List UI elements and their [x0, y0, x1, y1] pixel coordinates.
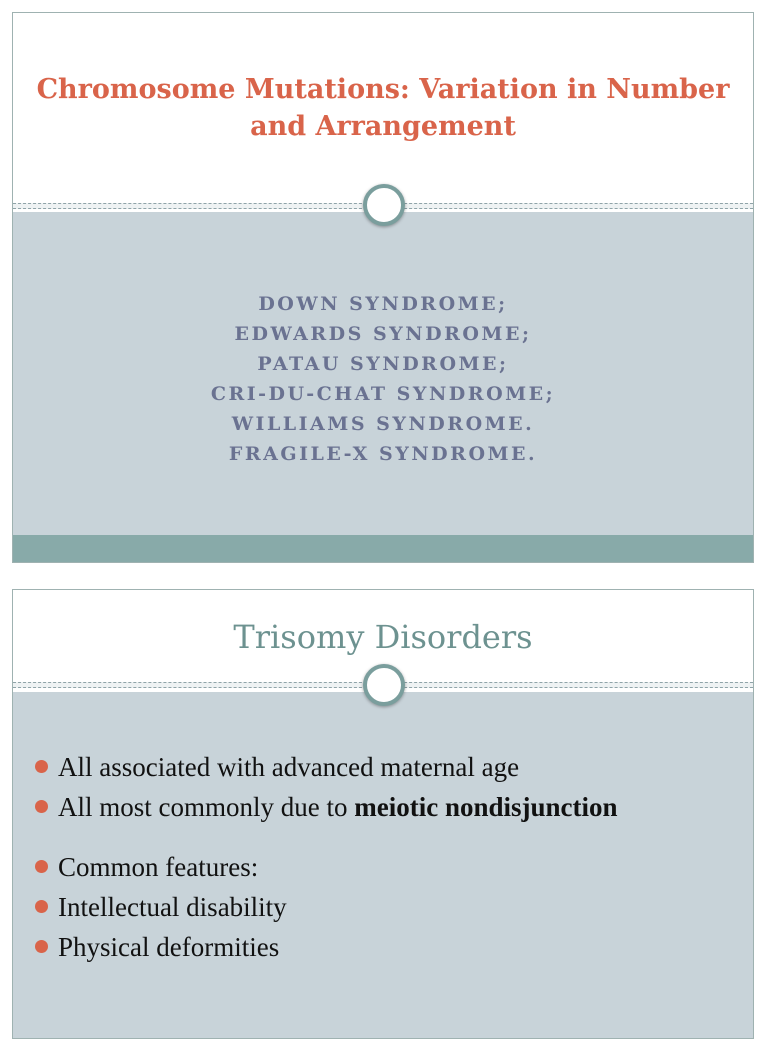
- bullet-item: [33, 930, 733, 964]
- subtitle-line: FRAGILE-X SYNDROME.: [228, 443, 538, 465]
- slide-1-bottom-band: [13, 535, 753, 562]
- subtitle-line: CRI-DU-CHAT SYNDROME;: [210, 383, 556, 405]
- slide-2-ring-ornament: [363, 664, 405, 706]
- bullet-dot-icon: [35, 940, 48, 953]
- bullet-item: [33, 890, 733, 924]
- slide-1-ring-ornament: [363, 184, 405, 226]
- bullet-dot-icon: [35, 860, 48, 873]
- bullet-text: Common features:: [58, 852, 259, 882]
- subtitle-line: EDWARDS SYNDROME;: [234, 323, 532, 345]
- bullet-item: [33, 790, 733, 824]
- bullet-item: [33, 850, 733, 884]
- bullet-text: Physical deformities: [58, 932, 280, 962]
- slide-1-title: Chromosome Mutations: Variation in Number and Arrangement: [36, 74, 730, 142]
- bullet-text: Intellectual disability: [58, 892, 287, 922]
- bullet-text: All associated with advanced maternal age: [58, 752, 520, 782]
- slide-1-title-area: [13, 13, 753, 204]
- bullet-text: All most commonly due to: [58, 792, 355, 822]
- subtitle-line: DOWN SYNDROME;: [258, 293, 508, 315]
- bullet-dot-icon: [35, 800, 48, 813]
- slide-2-title: Trisomy Disorders: [233, 618, 533, 656]
- subtitle-line: PATAU SYNDROME;: [257, 353, 509, 375]
- bullet-list: [33, 750, 733, 970]
- slide-1-subtitle-list: [13, 289, 753, 469]
- bullet-dot-icon: [35, 760, 48, 773]
- slide-2: [12, 589, 754, 1039]
- bullet-dot-icon: [35, 900, 48, 913]
- subtitle-line: WILLIAMS SYNDROME.: [231, 413, 535, 435]
- bullet-bold-text: meiotic nondisjunction: [354, 792, 618, 822]
- bullet-item: [33, 750, 733, 784]
- slide-1: [12, 12, 754, 563]
